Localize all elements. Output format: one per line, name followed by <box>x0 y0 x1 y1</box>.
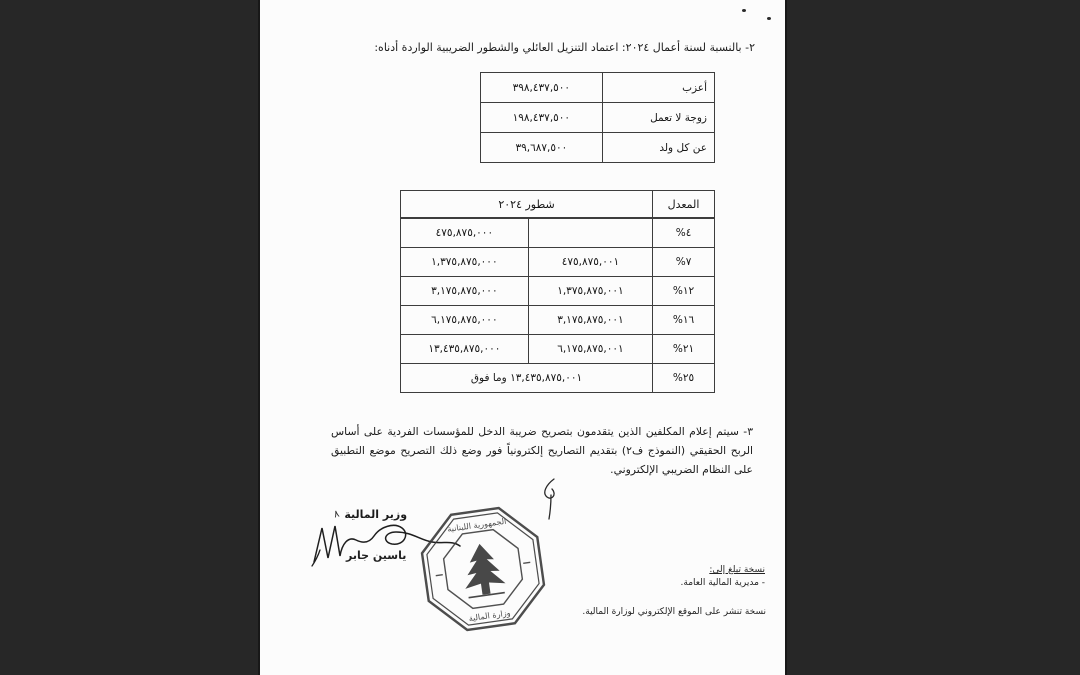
section3-paragraph: ٣- سيتم إعلام المكلفين الذين يتقدمون بتصريح ضريبة الدخل للمؤسسات الفردية على أساس الربح الحقيقي (النموذج ف٢) بتقديم التصاريح إلكترونياً فور وضع ذلك التصريح موضع التطبيق على النظام الضريبي الإلكتروني. <box>331 425 753 476</box>
scan-speck <box>742 9 746 12</box>
deduction-amount: ٣٩٨,٤٣٧,٥٠٠ <box>481 73 603 103</box>
scan-speck <box>767 17 771 20</box>
minister-name: ياسين جابر <box>346 549 407 562</box>
bracket-rate: %٢١ <box>653 335 715 364</box>
table-row <box>401 364 715 393</box>
table-row <box>481 103 715 133</box>
bracket-rate: %٢٥ <box>653 364 715 393</box>
bracket-to: ٣,١٧٥,٨٧٥,٠٠٠ <box>401 277 529 306</box>
family-deductions-table <box>480 72 715 163</box>
table-row <box>401 306 715 335</box>
rate-column-header: المعدل <box>653 191 715 219</box>
table-row <box>481 73 715 103</box>
copy-to-heading: نسخة تبلغ إلى: <box>709 565 765 575</box>
bracket-to: ١,٣٧٥,٨٧٥,٠٠٠ <box>401 248 529 277</box>
brackets-column-header: شطور ٢٠٢٤ <box>401 191 653 219</box>
bracket-from: ٣,١٧٥,٨٧٥,٠٠١ <box>528 306 652 335</box>
bracket-rate: %٤ <box>653 218 715 248</box>
bracket-from: ٦,١٧٥,٨٧٥,٠٠١ <box>528 335 652 364</box>
bracket-rate: %١٢ <box>653 277 715 306</box>
cedar-tree-icon <box>459 541 506 598</box>
deduction-label: زوجة لا تعمل <box>602 103 714 133</box>
table-row <box>401 335 715 364</box>
document-page <box>258 0 787 675</box>
table-row <box>401 248 715 277</box>
bracket-from: ٤٧٥,٨٧٥,٠٠١ <box>528 248 652 277</box>
deduction-amount: ١٩٨,٤٣٧,٥٠٠ <box>481 103 603 133</box>
table-header-row <box>401 191 715 219</box>
minister-title: وزير المالية <box>344 508 408 521</box>
deduction-label: عن كل ولد <box>602 133 714 163</box>
publish-note: نسخة تنشر على الموقع الإلكتروني لوزارة المالية. <box>582 607 766 617</box>
table-row <box>401 277 715 306</box>
tax-brackets-table <box>400 190 715 393</box>
bracket-from <box>528 218 652 248</box>
bracket-rate: %١٦ <box>653 306 715 335</box>
bracket-from: ١,٣٧٥,٨٧٥,٠٠١ <box>528 277 652 306</box>
stamp-text-bottom: وزارة المالية <box>468 607 511 624</box>
bracket-rate: %٧ <box>653 248 715 277</box>
pen-mark: ٨ <box>332 508 341 521</box>
stamp-text-top: الجمهورية اللبنانية <box>446 515 507 534</box>
copy-to-item: - مديرية المالية العامة. <box>680 578 765 588</box>
table-row <box>481 133 715 163</box>
bracket-to: ٤٧٥,٨٧٥,٠٠٠ <box>401 218 529 248</box>
ministry-stamp-icon <box>408 494 557 643</box>
deduction-label: أعزب <box>602 73 714 103</box>
deduction-amount: ٣٩,٦٨٧,٥٠٠ <box>481 133 603 163</box>
section2-heading: ٢- بالنسبة لسنة أعمال ٢٠٢٤: اعتماد التنزيل العائلي والشطور الضريبية الواردة أدناه: <box>374 41 755 54</box>
bracket-range-top: ١٣,٤٣٥,٨٧٥,٠٠١ وما فوق <box>401 364 653 393</box>
table-row <box>401 218 715 248</box>
bracket-to: ١٣,٤٣٥,٨٧٥,٠٠٠ <box>401 335 529 364</box>
bracket-to: ٦,١٧٥,٨٧٥,٠٠٠ <box>401 306 529 335</box>
